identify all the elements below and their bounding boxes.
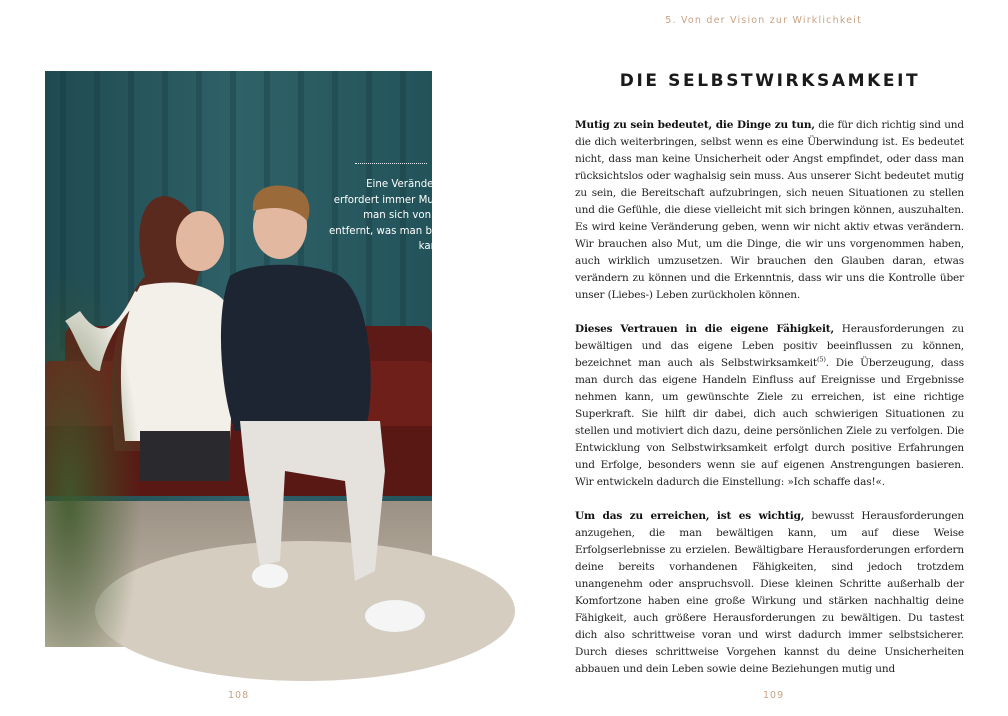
body-text xyxy=(575,117,964,695)
paragraph-2 xyxy=(575,321,964,491)
paragraph-text: die für dich richtig sind und die dich weiterbringen, selbst wenn es eine Überwindung ist. Es bedeutet nicht, dass man keine Unsicherheit oder Angst empfindet, oder dass man rücksichtslos oder waghalsig sein muss. Aus unserer Sicht bedeutet mutig zu sein, die Bereitschaft aufzubringen, sich neuen Situationen zu stellen und die Gefühle, die diese vielleicht mit sich bringen können, auszuhalten. Es wird keine Veränderung geben, wenn wir nicht aktiv etwas verändern. Wir brauchen also Mut, um die Dinge, die wir uns vorgenommen haben, auch wirklich umzusetzen. Wir brauchen den Glauben daran, etwas verändern zu können und die Erkenntnis, dass wir uns die Kontrolle über unser (Liebes-) Leben zurückholen können. xyxy=(575,119,964,301)
paragraph-text: bewusst Herausforderungen anzugehen, die man bewältigen kann, um auf diese Weise Erfolgserlebnisse zu erzielen. Bewältigbare Herausforderungen erfordern deine bereits vorhandenen Fähigkeiten, sind jedoch trotzdem unangenehm oder anspruchsvoll. Diese kleinen Schritte außerhalb der Komfortzone haben eine große Wirkung und stärken nachhaltig deine Fähigkeit, auch größere Herausforderungen zu bewältigen. Du tastest dich also schrittweise voran und wirst dadurch immer selbstsicherer. Durch dieses schrittweise Vorgehen kannst du deine Unsicherheiten abbauen und dein Leben sowie deine Beziehungen mutig und xyxy=(575,510,964,675)
chapter-section-title: DIE SELBSTWIRKSAMKEIT xyxy=(619,71,921,91)
quote-divider xyxy=(355,163,427,164)
paragraph-text: . Die Überzeugung, dass man durch das eigene Handeln Einfluss auf Ereignisse und Ergebnisse nehmen kann, um gewünschte Ziele zu erreichen, ist eine richtige Superkraft. Sie hilft dir dabei, dich auch schwierigen Situationen zu stellen und motiviert dich dazu, deine persönlichen Ziele zu verfolgen. Die Entwicklung von Selbstwirksamkeit erfolgt durch positive Erfahrungen und Erfolge, besonders wenn sie auf eigenen Anstrengungen basieren. Wir entwickeln dadurch die Einstellung: »Ich schaffe das!«. xyxy=(575,357,964,488)
photo-illustration xyxy=(45,71,432,647)
page-number-right: 109 xyxy=(763,690,785,701)
paragraph-1 xyxy=(575,117,964,304)
paragraph-lead: Mutig zu sein bedeutet, die Dinge zu tun, xyxy=(575,119,815,131)
paragraph-text: Herausforderungen zu bewältigen und das eigene Leben positiv beeinflussen zu können, bezeichnet man auch als Selbstwirksamkeit xyxy=(575,323,964,369)
paragraph-3 xyxy=(575,508,964,678)
page-number-left: 108 xyxy=(228,690,250,701)
footnote-marker: (5) xyxy=(816,355,826,364)
photo-quote: Eine Veränderung erfordert immer Mut, da man sich von dem entfernt, was man bisher kannte. xyxy=(329,179,458,252)
couple-photo xyxy=(45,71,458,647)
paragraph-lead: Dieses Vertrauen in die eigene Fähigkeit, xyxy=(575,323,835,335)
paragraph-lead: Um das zu erreichen, ist es wichtig, xyxy=(575,510,805,522)
running-header: 5. Von der Vision zur Wirklichkeit xyxy=(665,15,862,26)
